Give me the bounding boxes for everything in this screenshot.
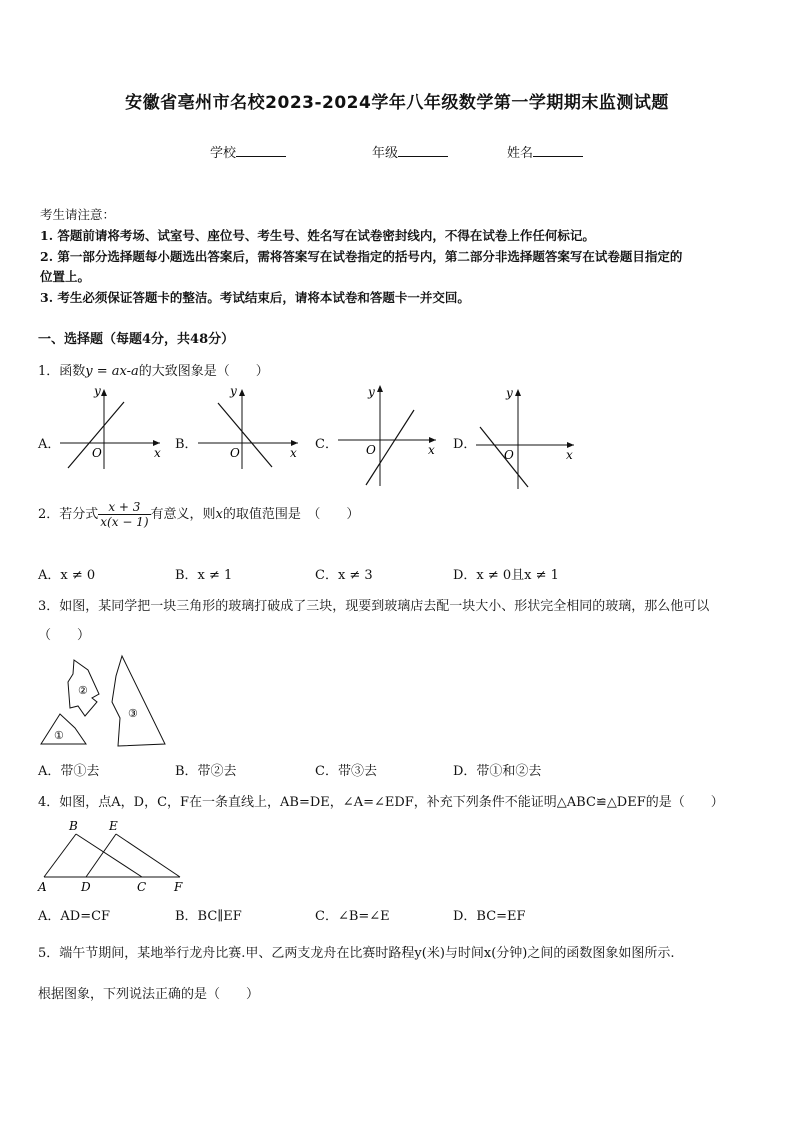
q1-graph-d [476, 385, 586, 490]
q3-piece-3-label: ③ [128, 707, 138, 720]
q3-option-a[interactable]: A．带①去 [38, 764, 100, 779]
q4-triangle-figure [36, 815, 196, 895]
q5-stem-line1: 5．端午节期间，某地举行龙舟比赛.甲、乙两支龙舟在比赛时路程y(米)与时间x(分钟)之间的函数图象如图所示. [38, 946, 675, 961]
q3-stem-line1: 3．如图，某同学把一块三角形的玻璃打破成了三块，现要到玻璃店去配一块大小、形状完全相同的玻璃，那么他可以 [38, 599, 710, 614]
q2-option-d[interactable]: D．x ≠ 0且x ≠ 1 [453, 568, 559, 583]
notice-item-3: 3. 考生必须保证答题卡的整洁。考试结束后，请将本试卷和答题卡一并交回。 [40, 290, 470, 305]
q4-stem: 4．如图，点A，D，C，F在一条直线上，AB=DE，∠A=∠EDF，补充下列条件不能证明△ABC≌△DEF的是（ ） [38, 795, 724, 810]
q1d-x-label: x [566, 448, 573, 462]
q1-prefix: 1．函数 [38, 364, 86, 379]
school-blank[interactable] [236, 144, 286, 157]
q2-option-b[interactable]: B．x ≠ 1 [175, 568, 233, 583]
q3-stem-line2: （ ） [38, 628, 91, 643]
q2-stem [38, 500, 359, 529]
q2-numerator: x + 3 [98, 500, 150, 515]
q1-graph-b [198, 385, 308, 470]
q3-piece-2-label: ② [78, 684, 88, 697]
q4-option-c[interactable]: C．∠B=∠E [315, 909, 390, 924]
q1-graph-c [338, 380, 448, 490]
notice-heading: 考生请注意： [40, 207, 116, 222]
notice-item-2: 2. 第一部分选择题每小题选出答案后，需将答案写在试卷指定的括号内，第二部分非选择题答案写在试卷题目指定的 [40, 249, 683, 264]
q5-stem-line2: 根据图象，下列说法正确的是（ ） [38, 987, 260, 1002]
q1-expr: y = ax-a [85, 364, 139, 379]
q4-point-e: E [109, 819, 118, 833]
q1d-y-label: y [506, 386, 513, 400]
q1b-y-label: y [230, 385, 237, 398]
q2-denominator: x(x − 1) [100, 515, 149, 529]
q2-var: x [215, 507, 223, 522]
q4-option-d[interactable]: D．BC=EF [453, 909, 526, 924]
q3-option-b[interactable]: B．带②去 [175, 764, 237, 779]
q2-fraction [98, 500, 150, 529]
q1a-origin-label: O [92, 446, 102, 460]
q1-option-c-label[interactable]: C． [315, 437, 338, 452]
q4-option-b[interactable]: B．BC∥EF [175, 909, 242, 924]
school-label: 学校 [210, 146, 237, 161]
name-blank[interactable] [533, 144, 583, 157]
q1a-y-label: y [94, 385, 101, 398]
q4-point-a: A [38, 880, 47, 894]
q1-option-b-label[interactable]: B． [175, 437, 198, 452]
q1a-x-label: x [154, 446, 161, 460]
q1-option-d-label[interactable]: D． [453, 437, 477, 452]
notice-item-2-cont: 位置上。 [40, 269, 91, 284]
grade-field [372, 142, 448, 161]
grade-blank[interactable] [398, 144, 448, 157]
q2-middle: 有意义，则 [150, 507, 216, 522]
page-title: 安徽省亳州市名校2023-2024学年八年级数学第一学期期末监测试题 [125, 93, 669, 113]
q1c-x-label: x [428, 443, 435, 457]
q1-option-a-label[interactable]: A． [38, 437, 61, 452]
q1d-origin-label: O [504, 448, 514, 462]
q2-prefix: 2．若分式 [38, 507, 99, 522]
q1b-origin-label: O [230, 446, 240, 460]
q1c-origin-label: O [366, 443, 376, 457]
name-field [507, 142, 583, 161]
grade-label: 年级 [372, 146, 399, 161]
name-label: 姓名 [507, 146, 534, 161]
notice-item-1: 1. 答题前请将考场、试室号、座位号、考生号、姓名写在试卷密封线内，不得在试卷上作任何标记。 [40, 228, 595, 243]
q1b-x-label: x [290, 446, 297, 460]
q2-option-a[interactable]: A．x ≠ 0 [38, 568, 96, 583]
q3-glass-figure [38, 654, 173, 749]
q1-suffix: 的大致图象是（ ） [138, 364, 269, 379]
q4-point-d: D [81, 880, 91, 894]
q4-point-c: C [137, 880, 147, 894]
school-field [210, 142, 286, 161]
q3-option-d[interactable]: D．带①和②去 [453, 764, 542, 779]
q4-option-a[interactable]: A．AD=CF [38, 909, 111, 924]
q1c-y-label: y [368, 385, 375, 399]
q4-point-b: B [69, 819, 78, 833]
q3-option-c[interactable]: C．带③去 [315, 764, 377, 779]
q1-graph-a [60, 385, 170, 470]
q3-piece-1-label: ① [54, 729, 64, 742]
q2-suffix: 的取值范围是 （ ） [222, 507, 360, 522]
q2-option-c[interactable]: C．x ≠ 3 [315, 568, 373, 583]
section-heading: 一、选择题（每题4分，共48分） [38, 332, 235, 347]
q4-point-f: F [174, 880, 183, 894]
q1-stem [38, 360, 269, 379]
